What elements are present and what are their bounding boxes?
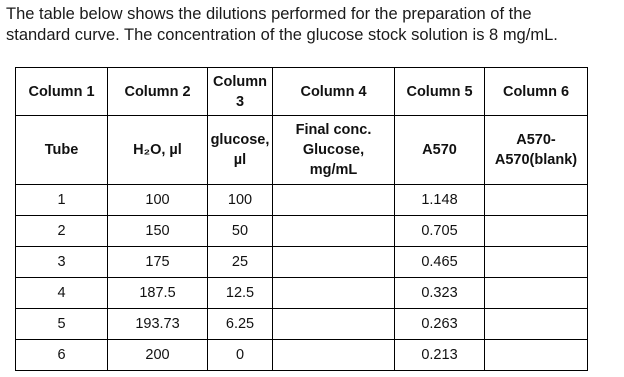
column-header <box>108 68 208 116</box>
column-subheader-line: glucose, <box>210 132 270 148</box>
column-header-line: Column 5 <box>406 83 473 100</box>
table-cell: 0.213 <box>395 340 485 371</box>
table-cell: 0.465 <box>395 247 485 278</box>
column-header <box>485 68 588 116</box>
table-cell: 0.263 <box>395 309 485 340</box>
table-cell: 0.323 <box>395 278 485 309</box>
column-subheader <box>208 116 273 185</box>
column-header-line: Column 2 <box>124 83 191 100</box>
table-cell <box>485 185 588 216</box>
column-subheader-line: A570- <box>516 132 556 148</box>
column-header-line: Column 6 <box>502 83 570 100</box>
table-row <box>16 278 588 309</box>
column-subheader <box>395 116 485 185</box>
column-header <box>16 68 108 116</box>
table-cell <box>273 278 395 309</box>
table-cell: 175 <box>108 247 208 278</box>
column-subheader-line: Final conc. <box>295 122 372 138</box>
table-row <box>16 340 588 371</box>
table-cell <box>273 216 395 247</box>
column-subheader-line: H₂O, µl <box>133 142 182 158</box>
table-cell <box>273 340 395 371</box>
column-header-line: Column <box>213 73 267 90</box>
table-cell <box>485 216 588 247</box>
table-cell <box>273 309 395 340</box>
header-row <box>16 68 588 116</box>
table-cell <box>485 247 588 278</box>
column-subheader-line: A570(blank) <box>494 152 578 168</box>
table-cell: 100 <box>108 185 208 216</box>
column-subheader-line: µl <box>233 152 247 168</box>
table-cell: 1 <box>16 185 108 216</box>
dilution-table <box>15 67 588 371</box>
table-cell: 100 <box>208 185 273 216</box>
column-header-line: Column 4 <box>300 83 367 100</box>
table-row <box>16 309 588 340</box>
column-subheader-line: Tube <box>44 142 79 158</box>
table-cell: 50 <box>208 216 273 247</box>
column-header <box>208 68 273 116</box>
table-cell <box>485 309 588 340</box>
column-subheader-line: mg/mL <box>309 162 358 178</box>
table-cell <box>485 340 588 371</box>
table-cell: 12.5 <box>208 278 273 309</box>
table-cell: 200 <box>108 340 208 371</box>
table-row <box>16 247 588 278</box>
table-cell: 6.25 <box>208 309 273 340</box>
subheader-row <box>16 116 588 185</box>
table-cell: 4 <box>16 278 108 309</box>
column-header-line: Column 1 <box>28 83 95 100</box>
column-subheader <box>273 116 395 185</box>
table-cell: 6 <box>16 340 108 371</box>
table-cell: 5 <box>16 309 108 340</box>
table-cell: 187.5 <box>108 278 208 309</box>
table-cell: 2 <box>16 216 108 247</box>
table-row <box>16 216 588 247</box>
column-header-line: 3 <box>235 93 245 110</box>
table-cell: 0 <box>208 340 273 371</box>
column-header <box>273 68 395 116</box>
table-cell: 0.705 <box>395 216 485 247</box>
table-cell <box>273 185 395 216</box>
table-cell: 1.148 <box>395 185 485 216</box>
column-subheader-line: A570 <box>422 142 457 158</box>
table-cell <box>273 247 395 278</box>
table-cell: 3 <box>16 247 108 278</box>
table-cell <box>485 278 588 309</box>
table-row <box>16 185 588 216</box>
column-subheader-line: Glucose, <box>302 142 365 158</box>
column-subheader <box>16 116 108 185</box>
column-header <box>395 68 485 116</box>
column-subheader <box>108 116 208 185</box>
table-cell: 25 <box>208 247 273 278</box>
intro-text <box>6 4 616 46</box>
table-cell: 193.73 <box>108 309 208 340</box>
intro-line-1: The table below shows the dilutions performed for the preparation of the <box>6 5 532 23</box>
column-subheader <box>485 116 588 185</box>
intro-line-2: standard curve. The concentration of the glucose stock solution is 8 mg/mL. <box>6 26 558 44</box>
dilution-table-body <box>16 68 588 371</box>
table-cell: 150 <box>108 216 208 247</box>
